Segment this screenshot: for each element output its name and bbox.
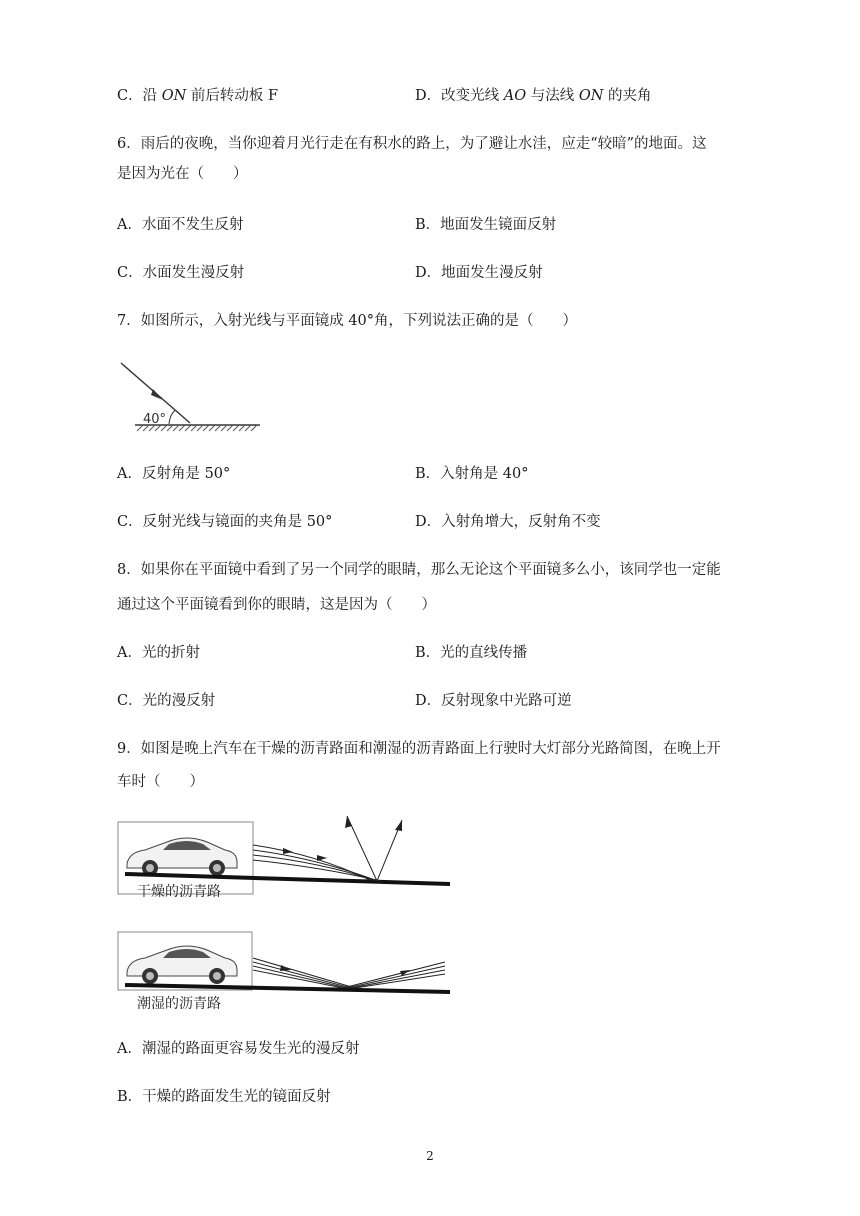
q9-option-a: A．潮湿的路面更容易发生光的漫反射 — [117, 1041, 360, 1057]
q5-option-c-suffix: 前后转动板 F — [186, 88, 279, 104]
q8-option-b: B．光的直线传播 — [415, 645, 528, 661]
q5-option-c-prefix: C．沿 — [117, 88, 162, 104]
q5-option-d-prefix: D．改变光线 — [415, 88, 504, 104]
q7-option-d: D．入射角增大，反射角不变 — [415, 514, 601, 530]
q7-option-a: A．反射角是 50° — [117, 466, 231, 482]
q6-option-a: A．水面不发生反射 — [117, 217, 244, 233]
dry-diffuse-rays — [347, 816, 402, 881]
q5-option-d-em2: ON — [578, 88, 604, 104]
dry-incident-rays — [253, 845, 381, 881]
q5-option-c — [117, 86, 278, 106]
q9-stem-line1: 9．如图是晚上汽车在干燥的沥青路面和潮湿的沥青路面上行驶时大灯部分光路简图，在晚上开 — [117, 741, 721, 757]
q5-option-d — [415, 86, 652, 106]
wet-road-caption: 潮湿的沥青路 — [137, 996, 221, 1012]
page-number: 2 — [426, 1149, 434, 1163]
wet-road-figure — [115, 928, 460, 1018]
q8-stem-line2: 通过这个平面镜看到你的眼睛，这是因为（ ） — [117, 597, 436, 613]
angle-arc — [169, 410, 175, 424]
wet-reflected-rays — [343, 962, 445, 988]
q6-option-c: C．水面发生漫反射 — [117, 265, 245, 281]
angle-label: 40° — [143, 412, 167, 427]
q5-option-c-em: ON — [161, 88, 187, 104]
q8-stem-line1: 8．如果你在平面镜中看到了另一个同学的眼睛，那么无论这个平面镜多么小，该同学也一定能 — [117, 562, 721, 578]
q7-option-c: C．反射光线与镜面的夹角是 50° — [117, 514, 333, 530]
q8-option-c: C．光的漫反射 — [117, 693, 216, 709]
q5-option-d-suffix: 的夹角 — [603, 88, 652, 104]
dry-road-figure — [115, 812, 460, 908]
q6-stem-line1: 6．雨后的夜晚，当你迎着月光行走在有积水的路上，为了避让水洼，应走“较暗”的地面。这 — [117, 136, 707, 152]
q5-option-d-em1: AO — [503, 88, 527, 104]
diffuse-arrow-left-icon — [345, 816, 352, 828]
q7-option-b: B．入射角是 40° — [415, 466, 529, 482]
q7-stem: 7．如图所示，入射光线与平面镜成 40°角，下列说法正确的是（ ） — [117, 313, 578, 329]
q5-option-d-mid: 与法线 — [526, 88, 579, 104]
wet-incident-rays — [253, 958, 355, 988]
q7-mirror-figure — [115, 358, 265, 434]
diffuse-arrow-right-icon — [395, 820, 402, 831]
dry-road-caption: 干燥的沥青路 — [137, 884, 221, 900]
q6-stem-line2: 是因为光在（ ） — [117, 166, 248, 182]
q8-option-d: D．反射现象中光路可逆 — [415, 693, 572, 709]
q8-option-a: A．光的折射 — [117, 645, 200, 661]
q9-option-b: B．干燥的路面发生光的镜面反射 — [117, 1089, 331, 1105]
q6-option-b: B．地面发生镜面反射 — [415, 217, 557, 233]
q6-option-d: D．地面发生漫反射 — [415, 265, 543, 281]
ray-arrow-icon — [151, 389, 163, 400]
q9-stem-line2: 车时（ ） — [117, 774, 204, 790]
